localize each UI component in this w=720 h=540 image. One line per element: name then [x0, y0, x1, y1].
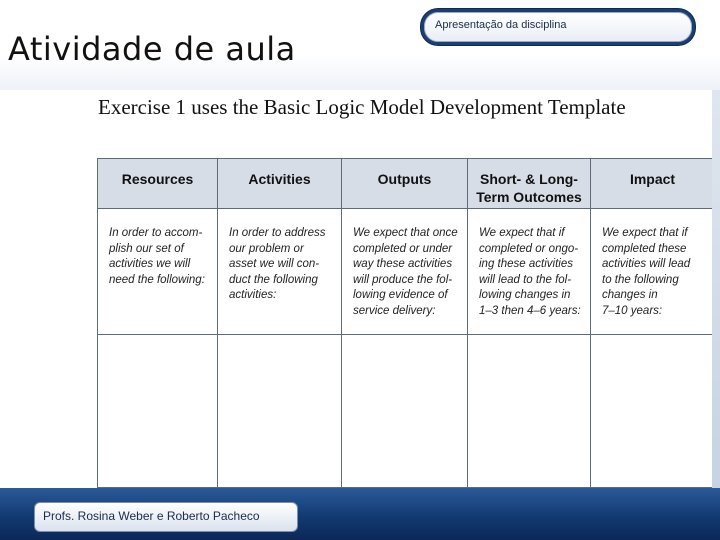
description-line: duct the following [229, 273, 318, 286]
slide-title: Atividade de aula [8, 30, 296, 68]
description-line: lowing evidence of [353, 289, 448, 301]
logic-model-template-image [95, 90, 715, 488]
description-line: will produce the fol- [353, 273, 453, 286]
description-line: plish our set of [109, 242, 184, 255]
column-header-outcomes [468, 159, 591, 209]
description-line: We expect that if [602, 227, 688, 239]
description-line: our problem or [229, 242, 304, 255]
table-row [98, 335, 715, 488]
blank-cell-outputs [342, 335, 468, 488]
footer-label: Profs. Rosina Weber e Roberto Pacheco [43, 509, 260, 523]
description-line: 1–3 then 4–6 years: [479, 304, 581, 317]
blank-cell-activities [218, 335, 342, 488]
description-line: need the following: [109, 273, 205, 286]
description-cell-outputs [342, 209, 468, 335]
blank-cell-resources [98, 335, 218, 488]
description-cell-outcomes [468, 209, 591, 335]
column-header-outputs [342, 159, 468, 209]
description-line: to the following [602, 273, 679, 286]
header-line: Resources [121, 171, 194, 187]
header-line: Term Outcomes [476, 189, 582, 205]
template-heading: Exercise 1 uses the Basic Logic Model Development Template [98, 95, 626, 119]
description-cell-resources [98, 209, 218, 335]
description-line: activities: [229, 289, 277, 301]
description-line: completed or ongo- [479, 242, 579, 255]
description-cell-activities [218, 209, 342, 335]
logic-model-table [97, 158, 715, 488]
description-line: activities we will [109, 258, 191, 270]
description-line: 7–10 years: [602, 304, 663, 317]
blank-cell-outcomes [468, 335, 591, 488]
right-edge-decoration [712, 90, 720, 488]
description-line: activities will lead [602, 258, 691, 270]
column-header-impact [591, 159, 715, 209]
header-line: Impact [629, 171, 676, 187]
table-header-row [98, 159, 715, 209]
description-line: ing these activities [479, 258, 573, 270]
description-line: We expect that once [353, 227, 458, 239]
header-label-box [424, 12, 692, 42]
header-line: Outputs [377, 171, 432, 187]
description-cell-impact [591, 209, 715, 335]
description-line: will lead to the fol- [479, 273, 572, 286]
footer-label-box [34, 502, 298, 532]
description-line: In order to accom- [109, 227, 203, 239]
description-line: completed or under [353, 242, 453, 255]
description-line: asset we will con- [229, 258, 320, 270]
column-header-activities [218, 159, 342, 209]
description-line: We expect that if [479, 227, 565, 239]
description-line: service delivery: [353, 304, 436, 317]
description-line: completed these [602, 242, 687, 255]
column-header-resources [98, 159, 218, 209]
description-line: In order to address [229, 227, 326, 239]
description-line: changes in [602, 289, 658, 301]
table-row [98, 209, 715, 335]
description-line: way these activities [353, 258, 453, 270]
blank-cell-impact [591, 335, 715, 488]
description-line: lowing changes in [479, 289, 571, 301]
header-line: Activities [248, 171, 311, 187]
header-line: Short- & Long- [480, 171, 578, 187]
header-label: Apresentação da disciplina [435, 19, 567, 31]
